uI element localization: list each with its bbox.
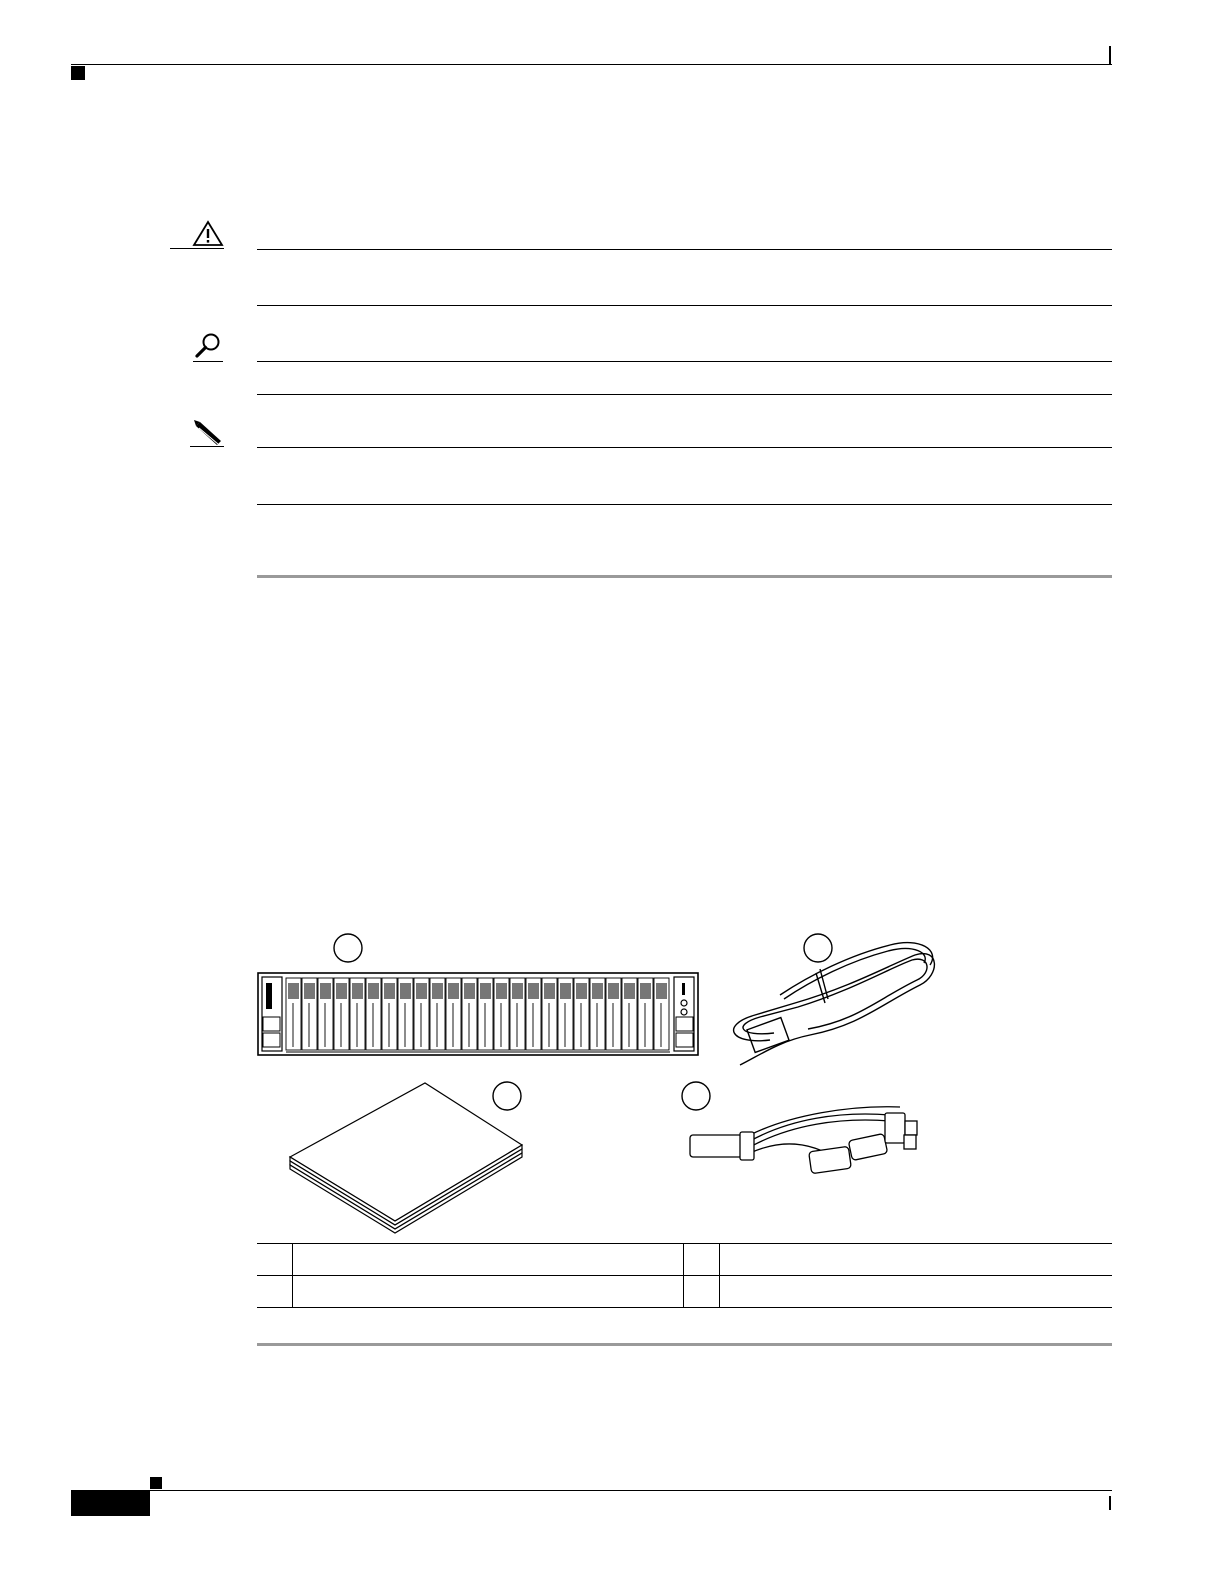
server-chassis-icon [258, 973, 698, 1055]
magnifier-icon [193, 332, 223, 360]
kvm-cable-icon [690, 1107, 917, 1174]
drive-bay-grille [432, 983, 443, 999]
footer-small-square [150, 1477, 162, 1489]
table-cell [257, 1276, 293, 1308]
drive-bay-grille [592, 983, 603, 999]
tip-rule-top [257, 361, 1112, 362]
table-cell [293, 1244, 684, 1276]
drive-bay-grille [624, 983, 635, 999]
table-cell [293, 1276, 684, 1308]
table-cell [720, 1276, 1113, 1308]
note-icon-underline [190, 446, 224, 447]
tip-rule-bottom [257, 394, 1112, 395]
callout-table [257, 1243, 1112, 1308]
drive-bay-grille [352, 983, 363, 999]
caution-rule-top [257, 249, 1112, 250]
header-tick [1109, 46, 1111, 64]
drive-bay-grille [448, 983, 459, 999]
table-cell [720, 1244, 1113, 1276]
drive-bay-grille [464, 983, 475, 999]
caution-rule-bottom [257, 305, 1112, 306]
caution-icon-underline [170, 248, 224, 249]
drive-bay-grille [496, 983, 507, 999]
drive-bay-grille [384, 983, 395, 999]
header-corner-square [71, 66, 85, 80]
drive-bay-grille [320, 983, 331, 999]
table-row [257, 1244, 1112, 1276]
drive-bay-grille [608, 983, 619, 999]
header-rule [71, 64, 1112, 65]
drive-bay-grille [480, 983, 491, 999]
table-cell [684, 1276, 720, 1308]
pencil-icon [190, 420, 224, 446]
drive-bay-grille [368, 983, 379, 999]
footer-page-tab [71, 1490, 150, 1516]
footer-tick [1109, 1496, 1111, 1510]
caution-icon [192, 220, 224, 248]
table-cell [684, 1244, 720, 1276]
footer-rule [150, 1490, 1112, 1491]
drive-bay-grille [336, 983, 347, 999]
drive-bay-grille [640, 983, 651, 999]
drive-bay-grille [304, 983, 315, 999]
note-rule-top [257, 447, 1112, 448]
figure-svg [250, 925, 940, 1235]
drive-bay-grille [656, 983, 667, 999]
note-rule-bottom [257, 504, 1112, 505]
table-row [257, 1276, 1112, 1308]
drive-bay-grille [576, 983, 587, 999]
tip-icon-underline [193, 361, 223, 362]
section-divider [257, 575, 1112, 578]
figure-end-divider [257, 1343, 1112, 1346]
drive-bay-grille [528, 983, 539, 999]
documentation-booklet-icon [290, 1083, 522, 1233]
drive-bay-grille [512, 983, 523, 999]
power-cord-icon [734, 943, 935, 1065]
figure-illustration [250, 925, 940, 1235]
drive-bay-grille [416, 983, 427, 999]
table-cell [257, 1244, 293, 1276]
drive-bay-grille [560, 983, 571, 999]
drive-bay-grille [544, 983, 555, 999]
drive-bay-grille [288, 983, 299, 999]
drive-bay-grille [400, 983, 411, 999]
